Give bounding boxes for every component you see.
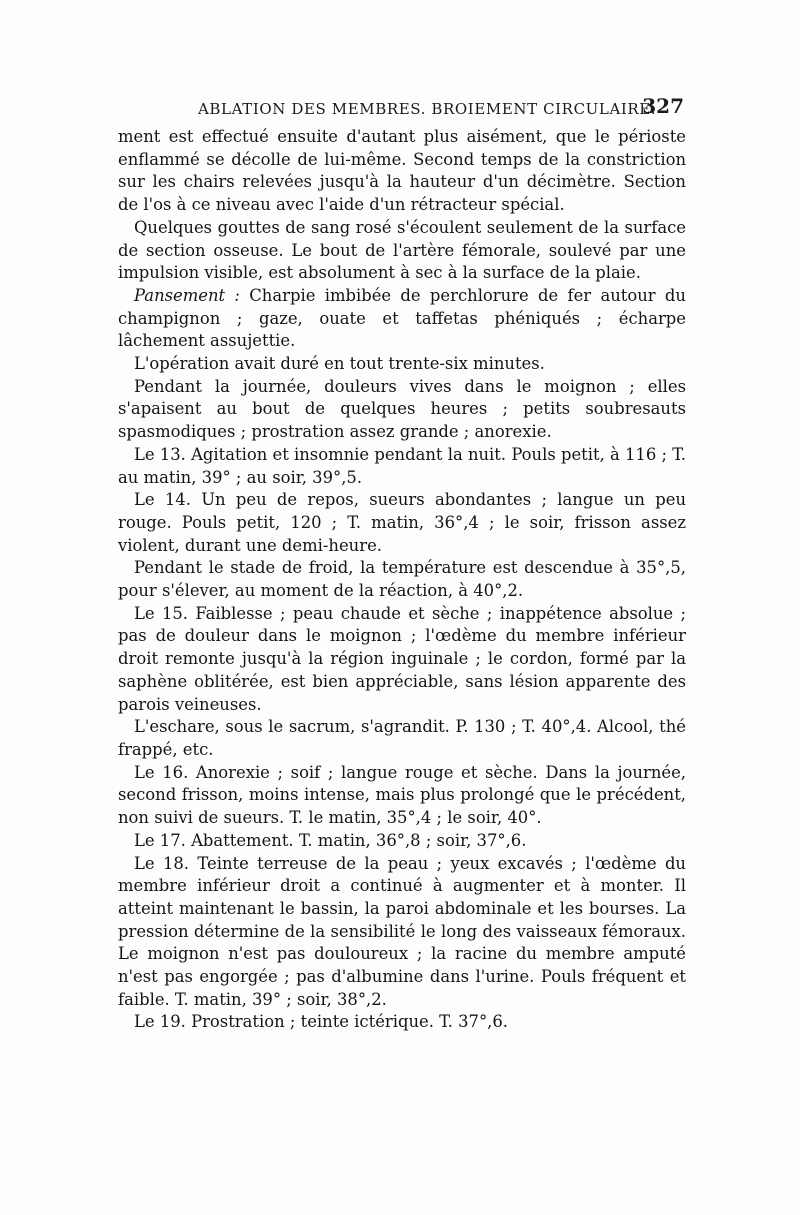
paragraph-label: Pansement : <box>134 285 240 305</box>
paragraph <box>118 444 686 489</box>
paragraph <box>118 557 686 602</box>
body-text <box>118 126 686 1034</box>
paragraph-text: L'eschare, sous le sacrum, s'agrandit. P. 130 ; T. 40°,4. Alcool, thé frappé, etc. <box>118 717 686 759</box>
paragraph-text: Le 16. Anorexie ; soif ; langue rouge et sèche. Dans la journée, second frisson, moins intense, mais plus prolongé que le précédent, non suivi de sueurs. T. le matin, 35°,4 ; le soir, 40°. <box>118 762 686 828</box>
paragraph-text: Charpie imbibée de perchlorure de fer autour du champignon ; gaze, ouate et taffetas phéniqués ; écharpe lâchement assujettie. <box>118 285 686 351</box>
paragraph-text: Le 14. Un peu de repos, sueurs abondantes ; langue un peu rouge. Pouls petit, 120 ; T. matin, 36°,4 ; le soir, frisson assez violent, durant une demi-heure. <box>118 490 686 555</box>
paragraph <box>118 285 686 353</box>
paragraph-text: Le 13. Agitation et insomnie pendant la nuit. Pouls petit, à 116 ; T. au matin, 39° ; au soir, 39°,5. <box>118 444 686 487</box>
paragraph <box>118 1011 686 1034</box>
paragraph-text: Pendant la journée, douleurs vives dans le moignon ; elles s'apaisent au bout de quelques heures ; petits soubresauts spasmodiques ; prostration assez grande ; anorexie. <box>118 376 686 442</box>
paragraph-text: L'opération avait duré en tout trente-six minutes. <box>134 354 545 374</box>
paragraph <box>118 489 686 557</box>
paragraph <box>118 126 686 217</box>
running-title: ABLATION DES MEMBRES. BROIEMENT CIRCULAIRE. <box>198 100 657 118</box>
paragraph <box>118 762 686 830</box>
paragraph <box>118 376 686 444</box>
paragraph-text: Le 15. Faiblesse ; peau chaude et sèche ; inappétence absolue ; pas de douleur dans le moignon ; l'œdème du membre inférieur droit remonte jusqu'à la région inguinale ; le cordon, formé par la saphène oblitérée, est bien appréciable, sans lésion apparente des parois veineuses. <box>118 603 686 714</box>
paragraph <box>118 217 686 285</box>
paragraph-text: Quelques gouttes de sang rosé s'écoulent seulement de la surface de section osseuse. Le bout de l'artère fémorale, soulevé par une impulsion visible, est absolument à sec à la surface de la plaie. <box>118 217 686 283</box>
page-number: 327 <box>642 94 684 118</box>
paragraph <box>118 716 686 761</box>
paragraph <box>118 830 686 853</box>
paragraph <box>118 853 686 1012</box>
page-header <box>118 92 686 122</box>
paragraph-text: ment est effectué ensuite d'autant plus aisément, que le périoste enflammé se décolle de lui-même. Second temps de la constriction sur les chairs relevées jusqu'à la hauteur d'un décimètre. Section de l'os à ce niveau avec l'aide d'un rétracteur spécial. <box>118 127 686 215</box>
paragraph <box>118 603 686 717</box>
paragraph-text: Le 17. Abattement. T. matin, 36°,8 ; soir, 37°,6. <box>134 830 527 850</box>
paragraph-text: Le 19. Prostration ; teinte ictérique. T. 37°,6. <box>134 1012 508 1032</box>
paragraph <box>118 353 686 376</box>
paragraph-text: Le 18. Teinte terreuse de la peau ; yeux excavés ; l'œdème du membre inférieur droit a continué à augmenter et à monter. Il atteint maintenant le bassin, la paroi abdominale et les bourses. La pression détermine de la sensibilité le long des vaisseaux fémoraux. Le moignon n'est pas douloureux ; la racine du membre amputé n'est pas engorgée ; pas d'albumine dans l'urine. Pouls fréquent et faible. T. matin, 39° ; soir, 38°,2. <box>118 853 686 1009</box>
paragraph-text: Pendant le stade de froid, la température est descendue à 35°,5, pour s'élever, au moment de la réaction, à 40°,2. <box>118 558 686 601</box>
